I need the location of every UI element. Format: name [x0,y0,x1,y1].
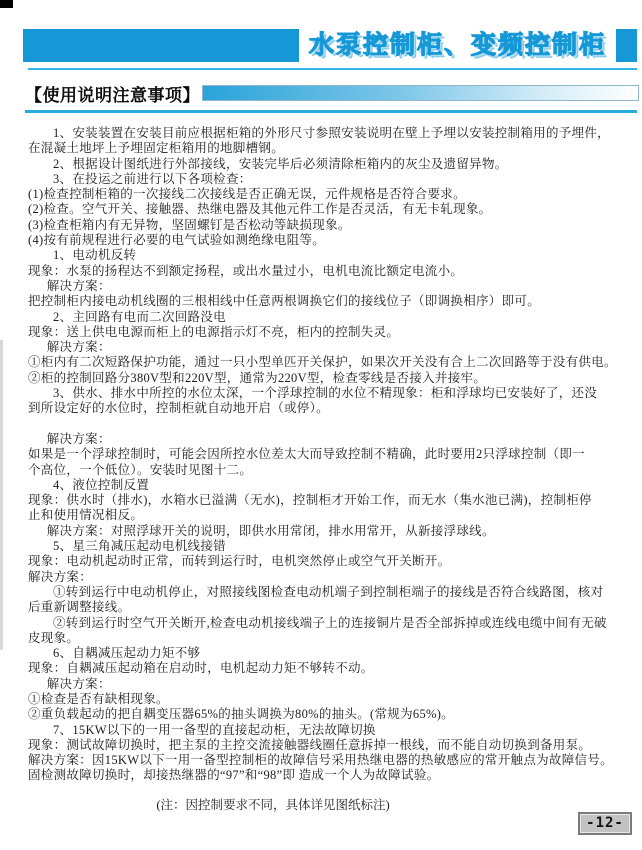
banner-left-bar [23,29,299,62]
scan-left-shade [0,340,3,650]
text-line: 现象：自耦减压起动箱在启动时，电机起动力矩不够转不动。 [28,661,374,676]
text-line: ②转到运行时空气开关断开,检查电动机接线端子上的连接铜片是否全部拆掉或连线电缆中间有无破 [53,615,607,630]
text-line: 1、电动机反转 [53,248,137,263]
text-line: 2、根据设计图纸进行外部接线，安装完毕后必须清除柜箱内的灰尘及遗留异物。 [53,156,508,171]
page-number-box: -12- [578,812,632,835]
text-line: ①转到运行中电动机停止，对照接线图检查电动机端子到控制柜端子的接线是否符合线路图，核对 [53,584,604,599]
text-line: 7、15KW以下的一用一备型的直接起动柜，无法故障切换 [53,722,376,737]
header-divider-line [28,68,637,70]
text-line: (2)检查。空气开关、接触器、热继电器及其他元件工作是否灵活，有无卡轧现象。 [28,202,492,217]
banner-title: 水泵控制柜、变频控制柜 [308,31,606,59]
text-line: 现象：水泵的扬程达不到额定扬程，或出水量过小，电机电流比额定电流小。 [28,263,464,278]
text-line: 解决方案： [46,340,111,355]
text-line: 解决方案：对照浮球开关的说明，即供水用常闭，排水用常开，从新接浮球线。 [46,523,495,538]
banner-right-square [616,29,637,62]
text-line: 现象：送上供电电源而柜上的电源指示灯不亮，柜内的控制失灵。 [28,324,400,339]
text-line: 止和使用情况相反。 [28,508,144,523]
body-text [28,126,636,784]
text-line: 解决方案： [28,569,93,584]
text-line: 后重新调整接线。 [28,600,131,615]
text-line [28,417,636,432]
text-line: 解决方案： [46,278,111,293]
section-divider-line [25,110,637,113]
text-line: 3、在投运之前进行以下各项检查： [53,171,252,186]
section-heading-row [25,82,639,104]
heading-gradient-bar [202,85,639,101]
text-line: 6、自耦减压起动力矩不够 [53,646,201,661]
text-line: ①柜内有二次短路保护功能，通过一只小型单匹开关保护，如果次开关没有合上二次回路等于没有供电。 [28,355,617,370]
text-line: 在混凝土地坪上予埋固定柜箱用的地脚槽钢。 [28,141,285,156]
text-line: 3、供水、排水中所控的水位太深，一个浮球控制的水位不精现象：柜和浮球均已安装好了，还没 [53,386,598,401]
text-line: 现象：供水时（排水)，水箱水已溢满（无水)，控制柜才开始工作，而无水（集水池已满)，控制柜停 [28,493,592,508]
text-line: (3)检查柜箱内有无异物，坚固螺钉是否松动等缺损现象。 [28,217,351,232]
text-line: 现象：电动机起动时正常，而转到运行时，电机突然停止或空气开关断开。 [28,554,451,569]
text-line: 解决方案： [46,676,111,691]
text-line: ②柜的控制回路分380V型和220V型，通常为220V型，检查零线是否接入并接牢。 [28,370,487,385]
text-line: 解决方案：因15KW以下一用一备型控制柜的故障信号采用热继电器的热敏感应的常开触点为故障信号。 [28,753,613,768]
note-line: (注：因控制要求不同，具体详见图纸标注) [156,798,390,812]
text-line: ②重负载起动的把自耦变压器65%的抽头调换为80%的抽头。(常规为65%)。 [28,707,454,722]
text-line: 把控制柜内接电动机线圈的三根相线中任意两根调换它们的接线位子（即调换相序）即可。 [28,294,541,309]
text-line: 现象：测试故障切换时，把主泵的主控交流接触器线圈任意拆掉一根线，而不能自动切换到备用泵。 [28,737,592,752]
text-line: 1、安装装置在安装目前应根据柜箱的外形尺寸参照安装说明在壁上予埋以安装控制箱用的予埋件， [53,126,610,140]
text-line: ①检查是否有缺相现象。 [28,691,169,706]
section-heading: 【使用说明注意事项】 [25,85,200,105]
text-line: 解决方案： [46,431,111,446]
text-line: (1)检查控制柜箱的一次接线二次接线是否正确无误，元件规格是否符合要求。 [28,187,466,202]
header-banner [23,29,637,62]
text-line: 5、星三角减压起动电机线接错 [53,539,226,554]
text-line: 2、主回路有电而二次回路没电 [53,309,226,324]
text-line: 皮现象。 [28,630,80,645]
text-line: 到所设定好的水位时，控制柜就自动地开启（或停）。 [28,401,329,416]
text-line: 如果是一个浮球控制时，可能会因所控水位差太大而导致控制不精确，此时要用2只浮球控制（即一 [28,447,585,462]
text-line: (4)按有前规程进行必要的电气试验如测绝缘电阻等。 [28,233,326,248]
scan-edge-artifact [0,0,13,8]
text-line: 4、液位控制反置 [53,477,150,492]
text-line: 固检测故障切换时，却接热继器的“97”和“98”即 造成一个人为故障试验。 [28,768,440,783]
text-line: 个高位，一个低位）。安装时见图十二。 [28,462,253,477]
